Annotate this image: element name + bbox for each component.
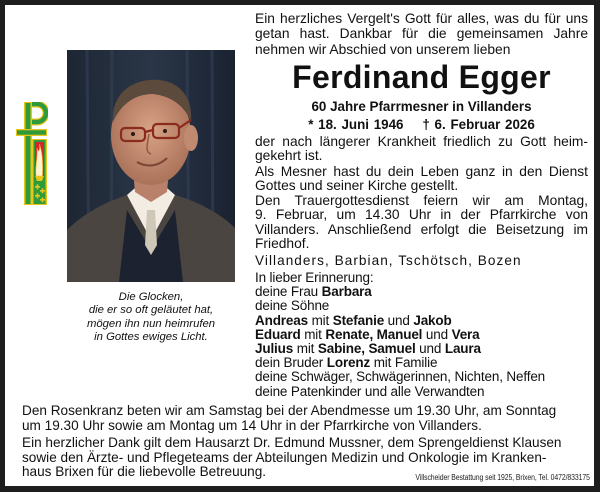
mourner-godchildren: deine Patenkinder und alle Verwandten xyxy=(255,383,485,399)
rosary-line: um 19.30 Uhr sowie am Montag um 14 Uhr in der Pfarrkirche von Villanders. xyxy=(22,417,482,433)
body-paragraph xyxy=(255,135,588,164)
life-dates xyxy=(255,116,588,133)
body-line: Als Mesner hast du dein Leben ganz in den Dienst xyxy=(255,163,588,179)
obituary-body xyxy=(255,135,588,252)
body-paragraph xyxy=(255,165,588,194)
thanks-line: Ein herzlicher Dank gilt dem Hausarzt Dr. Edmund Mussner, dem Sprengeldienst Klausen xyxy=(22,435,562,450)
intro-text xyxy=(255,11,588,57)
mourner-son: Andreas mit Stefanie und Jakob xyxy=(255,312,452,328)
chi-rho-cross-icon xyxy=(16,102,48,207)
intro-line: Ein herzliches Vergelt's Gott für alles, was du für uns xyxy=(255,11,588,26)
body-line: Villanders. Anschließend erfolgt die Beisetzung im xyxy=(255,221,588,237)
body-line: Friedhof. xyxy=(255,236,310,252)
body-line: 9. Februar, um 14.30 Uhr in der Pfarrkirche von xyxy=(255,207,588,223)
photo-caption xyxy=(67,291,235,344)
mourner-son: Eduard mit Renate, Manuel und Vera xyxy=(255,326,480,342)
body-line: Den Trauergottesdienst feiern wir am Montag, xyxy=(255,193,588,209)
caption-line: die er so oft geläutet hat, xyxy=(88,304,214,317)
intro-line: nehmen wir Abschied von unserem lieben xyxy=(255,41,511,57)
body-line: der nach längerer Krankheit friedlich zu Gott heim- xyxy=(255,134,588,149)
deceased-role: 60 Jahre Pfarrmesner in Villanders xyxy=(311,99,532,114)
intro-line: getan hast. Dankbar für die gemeinsamen Jahre xyxy=(255,26,588,42)
death-date: † 6. Februar 2026 xyxy=(422,117,535,132)
portrait-photo xyxy=(67,50,235,282)
obituary-notice xyxy=(5,5,594,486)
body-line: Gottes und seiner Kirche gestellt. xyxy=(255,177,459,193)
deceased-name: Ferdinand Egger xyxy=(292,59,551,95)
places-list: Villanders, Barbian, Tschötsch, Bozen xyxy=(255,253,522,268)
caption-line: mögen ihn nun heimrufen xyxy=(86,317,216,330)
mourner-inlaws: deine Schwäger, Schwägerinnen, Nichten, Neffen xyxy=(255,369,546,385)
body-paragraph xyxy=(255,194,588,251)
undertaker-credit: Villscheider Bestattung seit 1925, Brixen, Tel. 0472/833175 xyxy=(415,473,590,482)
caption-line: in Gottes ewiges Licht. xyxy=(94,330,208,343)
thanks-line: haus Brixen für die liebevolle Betreuung. xyxy=(22,464,267,479)
mourner-son: Julius mit Sabine, Samuel und Laura xyxy=(255,341,481,357)
body-line: gekehrt ist. xyxy=(255,148,323,164)
mourners-list xyxy=(255,271,588,399)
mourner-brother: dein Bruder Lorenz mit Familie xyxy=(255,355,438,371)
rosary-line: Den Rosenkranz beten wir am Samstag bei der Abendmesse um 19.30 Uhr, am Sonntag xyxy=(22,403,557,418)
mourner-sons-label: deine Söhne xyxy=(255,298,330,314)
birth-date: * 18. Juni 1946 xyxy=(308,117,404,132)
caption-line: Die Glocken, xyxy=(118,291,184,303)
mourners-heading: In lieber Erinnerung: xyxy=(255,270,374,285)
rosary-info xyxy=(22,404,588,433)
mourner-wife: deine Frau Barbara xyxy=(255,284,372,300)
thanks-line: sowie den Ärzte- und Pflegeteams der Abteilungen Medizin und Onkologie im Kranken- xyxy=(22,449,547,465)
